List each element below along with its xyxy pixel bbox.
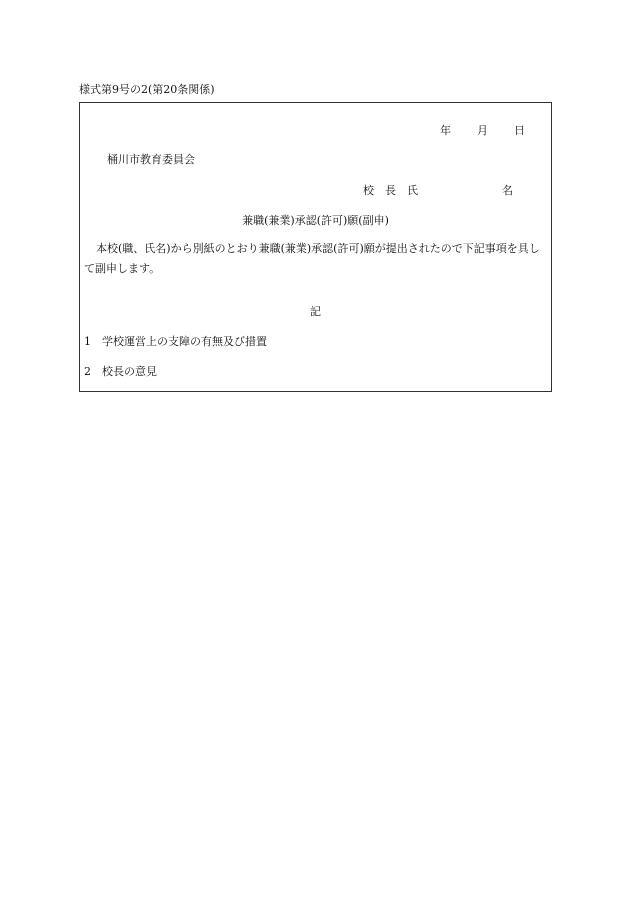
item-text: 学校運営上の支障の有無及び措置 [102, 335, 267, 348]
item-text: 校長の意見 [102, 365, 157, 378]
sender-line [363, 182, 513, 198]
sender-name-suffix: 名 [502, 184, 513, 197]
list-item [84, 333, 267, 349]
form-number: 様式第9号の2(第20条関係) [79, 83, 215, 96]
item-number: 2 [84, 365, 91, 378]
addressee: 桶川市教育委員会 [107, 153, 195, 166]
date-month-label: 月 [477, 124, 488, 137]
date-line [440, 122, 525, 138]
date-year-label: 年 [440, 124, 451, 137]
sender-title: 校 長 氏 [363, 184, 418, 197]
form-frame [79, 102, 552, 392]
item-number: 1 [84, 335, 91, 348]
list-item [84, 363, 157, 379]
date-day-label: 日 [514, 124, 525, 137]
ki-heading: 記 [310, 305, 321, 318]
document-title: 兼職(兼業)承認(許可)願(副申) [242, 214, 389, 227]
body-text: 本校(職、氏名)から別紙のとおり兼職(兼業)承認(許可)願が提出されたので下記事項を具して副申します。 [84, 242, 540, 275]
